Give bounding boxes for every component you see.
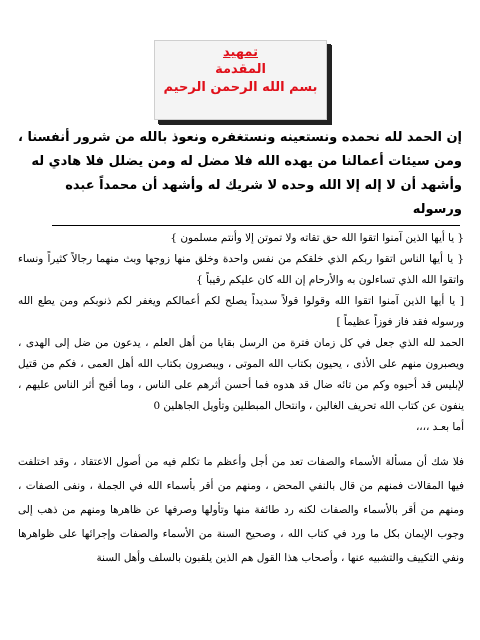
chapter-title: تمهيد xyxy=(223,45,258,60)
quran-verse: { يا أيها الذين آمنوا اتقوا الله حق تقاته ولا تموتن إلا وأنتم مسلمون } xyxy=(170,232,464,244)
intro-line: وأشهد أن لا إله إلا الله وحده لا شريك له وأشهد أن محمداً عبده xyxy=(65,178,462,193)
paragraph: الحمد لله الذي جعل في كل زمان فترة من الرسل بقايا من أهل العلم ، يدعون من ضل إلى الهدى ، ويصبرون منهم على الأذى ، يحيون بكتاب الله الموتى ، ويبصرون بكتاب الله أهل العمى ، فكم من قتيل لإبليس قد أحيوه وكم من تائه ضال قد هدوه فما أحسن أثرهم على الناس ، وما أقبح أثر الناس عليهم ، ينفون عن كتاب الله تحريف الغالين ، وانتحال المبطلين وتأويل الجاهلين 0 xyxy=(18,337,464,412)
quran-verse: [ يا أيها الذين آمنوا اتقوا الله وقولوا قولاً سديداً يصلح لكم أعمالكم ويغفر لكم ذنوبكم ومن يطع الله ورسوله فقد فاز فوزاً عظيماً ] xyxy=(18,295,464,328)
quran-verse: { يا أيها الناس اتقوا ربكم الذي خلقكم من نفس واحدة وخلق منها زوجها وبث منهما رجالاً كثيراً ونساء واتقوا الله الذي تساءلون به والأرحام إن الله كان عليكم رقيباً } xyxy=(18,253,464,286)
body-text xyxy=(18,228,464,570)
intro-line: ومن سيئات أعمالنا من يهده الله فلا مضل له ومن يضلل فلا هادي له xyxy=(31,154,462,169)
intro-line: ورسوله xyxy=(412,202,462,217)
chapter-title-box xyxy=(154,40,327,120)
section-subtitle: المقدمة xyxy=(215,62,266,77)
opening-sermon xyxy=(18,126,462,222)
amma-bad-heading: أما بعـد ،،،، xyxy=(415,421,464,433)
basmala: بسم الله الرحمن الرحيم xyxy=(163,80,318,95)
paragraph: فلا شك أن مسألة الأسماء والصفات تعد من أجل وأعظم ما تكلم فيه من أصول الاعتقاد ، وقد اختلفت فيها المقالات فمنهم من قال بالنفي المحض ، ومنهم من أقر بأسماء الله في الجملة ، ونفى الصفات ، ومنهم من أقر بالأسماء والصفات لكنه رد طائفة منها وتأولها وصرفها عن ظاهرها ومنهم من ذهب إلى وجوب الإيمان بكل ما ورد في كتاب الله ، وصحيح السنة من الأسماء والصفات وإجرائها على ظواهرها ونفي التكييف والتشبيه عنها ، وأصحاب هذا القول هم الذين يلقبون بالسلف وأهل السنة xyxy=(18,456,464,564)
divider-line xyxy=(52,225,460,226)
spacer xyxy=(18,438,464,450)
intro-line: إن الحمد لله نحمده ونستعينه ونستغفره ونعوذ بالله من شرور أنفسنا ، xyxy=(18,130,462,145)
